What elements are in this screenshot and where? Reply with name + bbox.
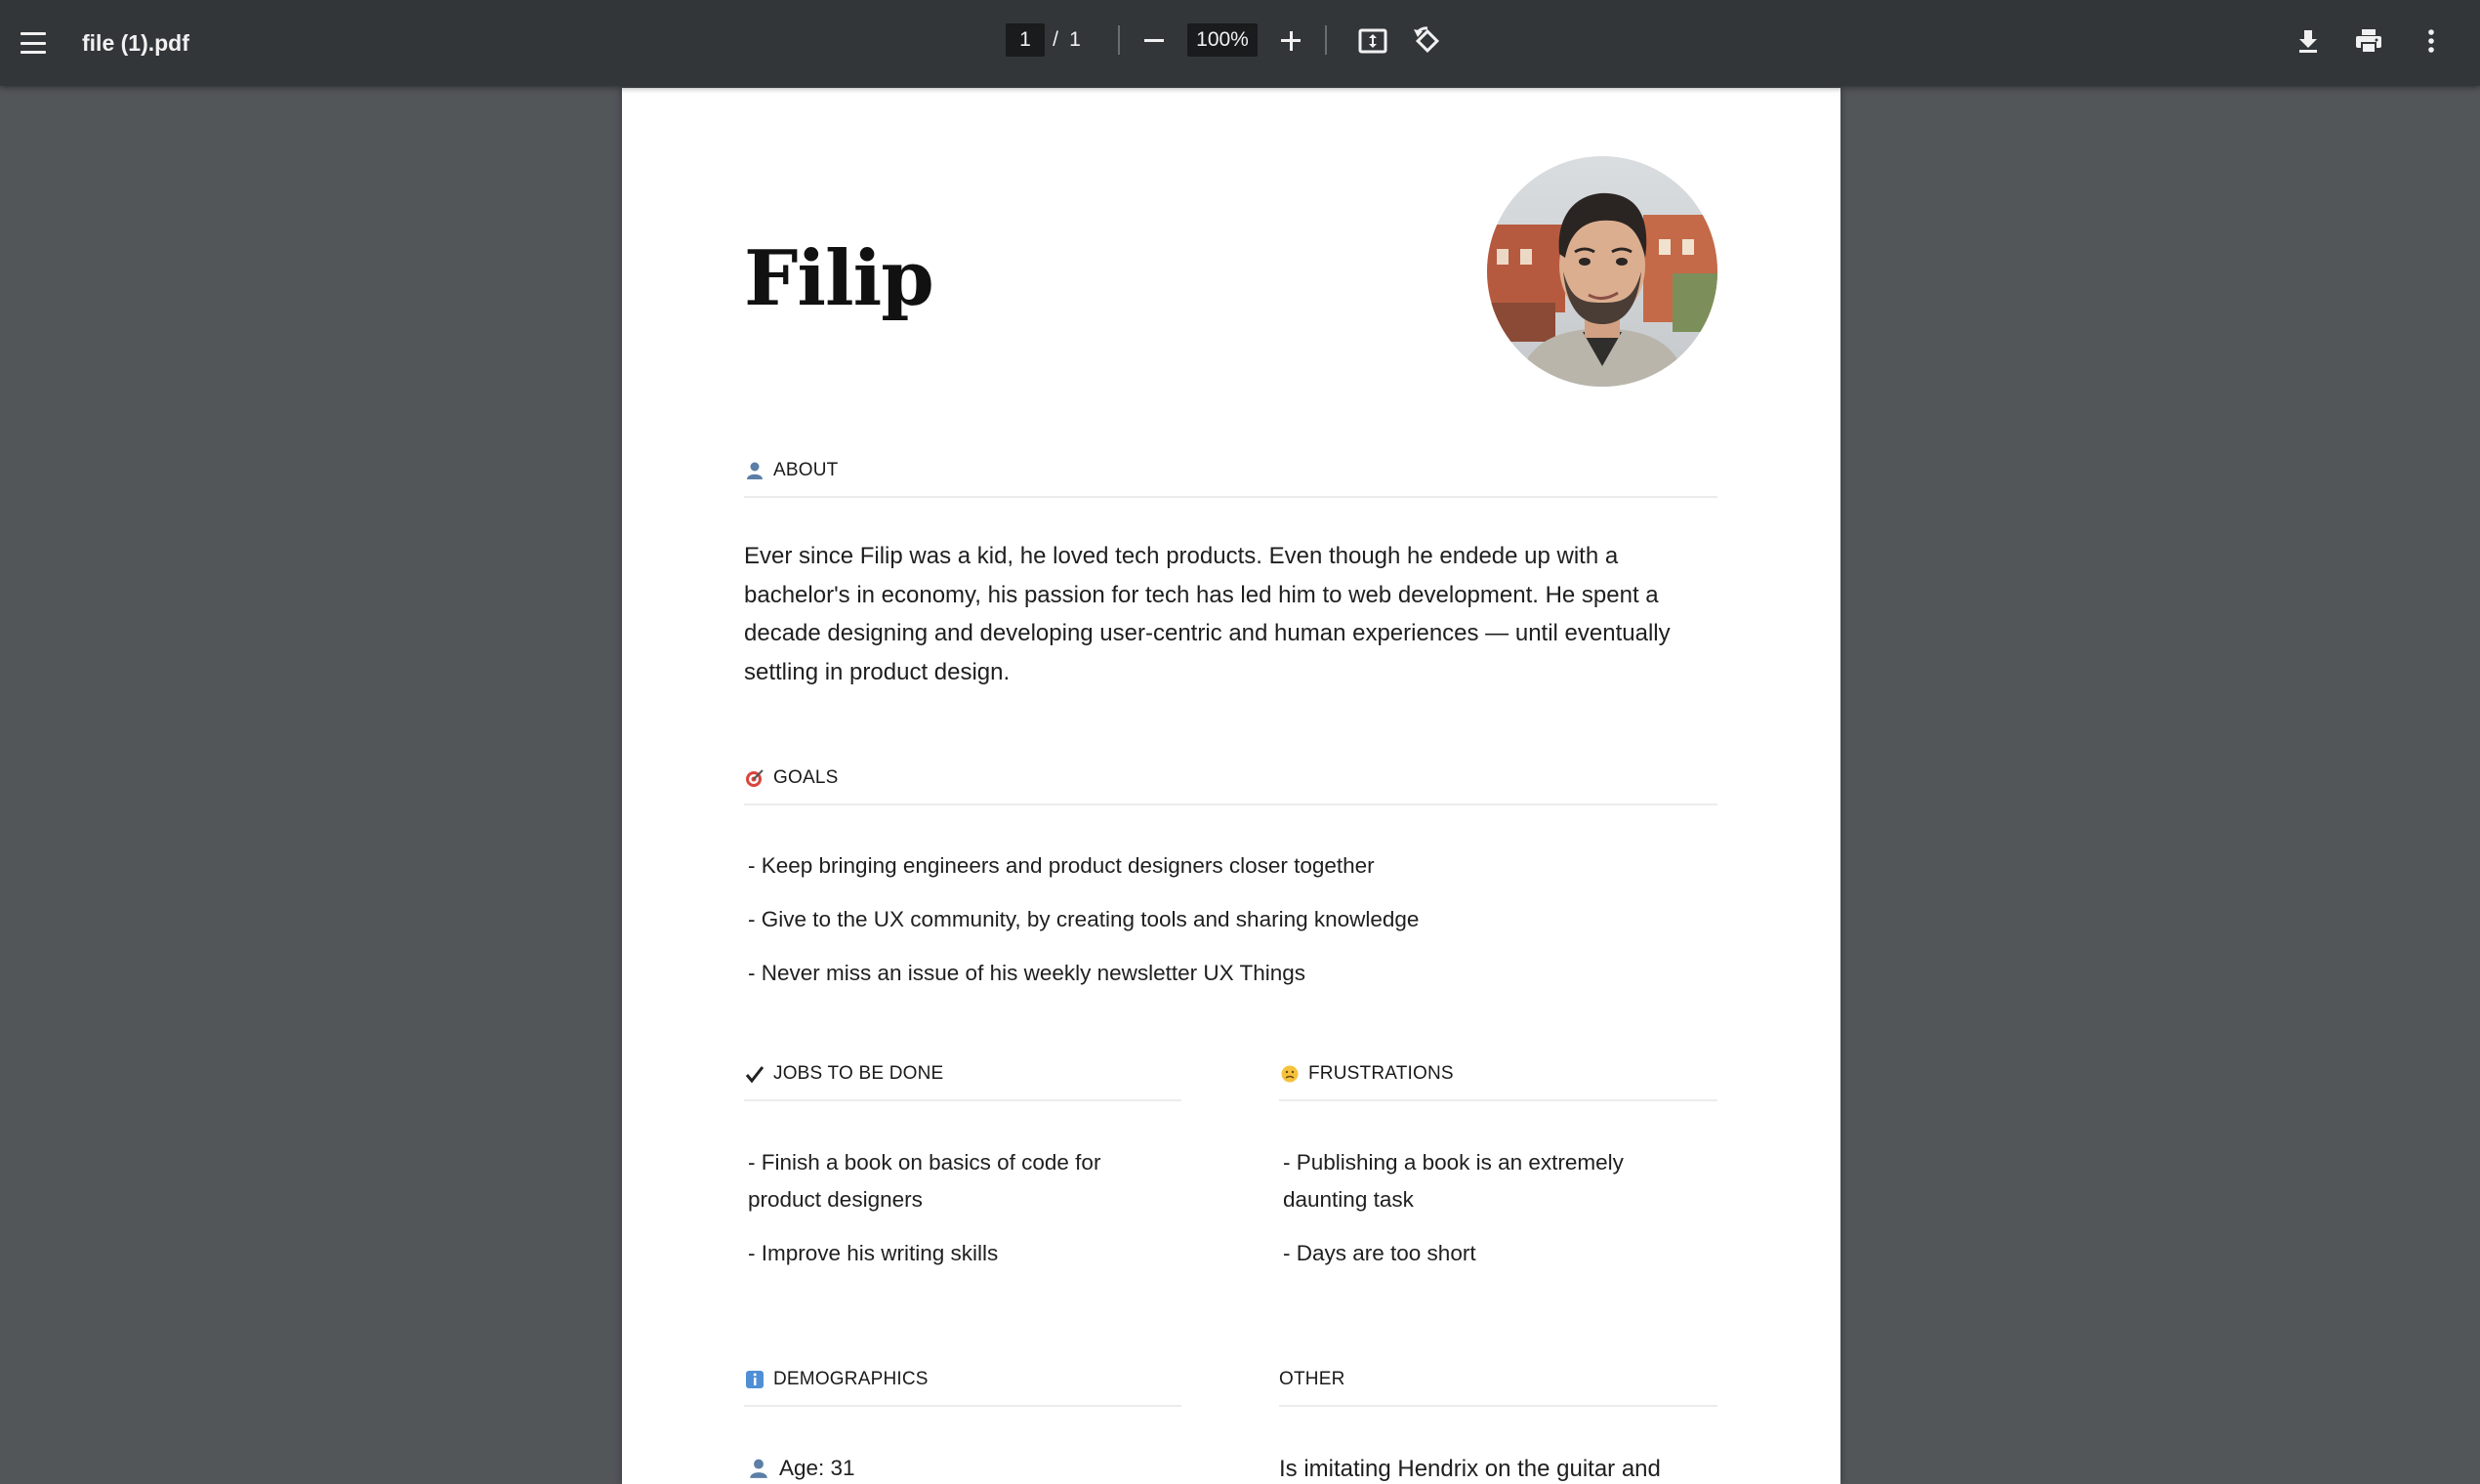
file-title: file (1).pdf (82, 29, 189, 56)
goals-heading (744, 763, 838, 793)
pdf-page (622, 88, 1840, 1484)
frustration-item: - Publishing a book is an extremely (1283, 1150, 1624, 1175)
toolbar-divider (1325, 25, 1327, 55)
print-icon (2354, 26, 2383, 56)
demographics-heading (744, 1365, 929, 1394)
menu-icon (21, 32, 46, 35)
zoom-out-button[interactable] (1133, 20, 1176, 62)
jobs-heading (744, 1059, 943, 1089)
more-vert-icon (2426, 27, 2436, 55)
job-item: - Improve his writing skills (748, 1241, 999, 1265)
target-icon (744, 767, 765, 789)
rotate-icon (1412, 25, 1443, 57)
toolbar-divider (1118, 25, 1120, 55)
more-options-button[interactable] (2408, 18, 2455, 64)
age-row (748, 1450, 855, 1484)
checkmark-icon (744, 1063, 765, 1085)
section-divider (744, 804, 1717, 805)
job-item: - Finish a book on basics of code for (748, 1150, 1101, 1175)
section-divider (744, 1099, 1181, 1101)
section-divider (744, 1405, 1181, 1407)
person-icon (744, 460, 765, 481)
goals-heading-label: GOALS (773, 767, 839, 788)
pdf-toolbar (0, 0, 2480, 86)
download-icon (2294, 27, 2322, 55)
section-divider (744, 496, 1717, 498)
jobs-heading-label: JOBS TO BE DONE (773, 1063, 944, 1084)
zoom-out-icon (1144, 39, 1164, 42)
zoom-in-button[interactable] (1269, 20, 1312, 62)
other-heading (1279, 1365, 1345, 1394)
person-icon (748, 1458, 769, 1479)
frustrations-heading (1279, 1059, 1454, 1089)
frustrations-heading-label: FRUSTRATIONS (1308, 1063, 1454, 1084)
goal-item: - Never miss an issue of his weekly newsletter UX Things (748, 961, 1306, 985)
rotate-button[interactable] (1404, 18, 1451, 64)
print-button[interactable] (2345, 18, 2392, 64)
frustration-item: - Days are too short (1283, 1241, 1476, 1265)
page-number-input[interactable]: 1 (1006, 23, 1045, 57)
goal-item: - Keep bringing engineers and product designers closer together (748, 853, 1375, 878)
download-button[interactable] (2285, 18, 2332, 64)
goal-item: - Give to the UX community, by creating tools and sharing knowledge (748, 907, 1420, 931)
frown-face-icon (1279, 1063, 1301, 1085)
frustration-item-continued: daunting task (1283, 1187, 1414, 1212)
section-divider (1279, 1405, 1717, 1407)
profile-photo-image (1487, 156, 1717, 387)
zoom-level-input[interactable]: 100% (1187, 23, 1258, 57)
fit-to-page-icon (1357, 25, 1388, 57)
page-separator: / (1053, 28, 1058, 51)
menu-button[interactable] (10, 20, 57, 66)
avatar (1487, 156, 1717, 387)
about-heading (744, 456, 838, 485)
job-item-continued: product designers (748, 1187, 923, 1212)
persona-name: Filip (744, 234, 933, 323)
about-heading-label: ABOUT (773, 460, 839, 480)
page-total: 1 (1069, 28, 1081, 51)
demographics-heading-label: DEMOGRAPHICS (773, 1369, 929, 1389)
fit-to-page-button[interactable] (1349, 18, 1396, 64)
other-heading-label: OTHER (1279, 1369, 1345, 1389)
age-value: Age: 31 (779, 1456, 855, 1480)
about-text: Ever since Filip was a kid, he loved tech products. Even though he endede up with a bachelor's in economy, his passion for tech has led him to web development. He spent a decade designing and developing user-centric and human experiences — until eventually settling in product design. (744, 543, 1671, 685)
other-text: Is imitating Hendrix on the guitar and (1279, 1456, 1661, 1482)
section-divider (1279, 1099, 1717, 1101)
info-icon (744, 1369, 765, 1390)
